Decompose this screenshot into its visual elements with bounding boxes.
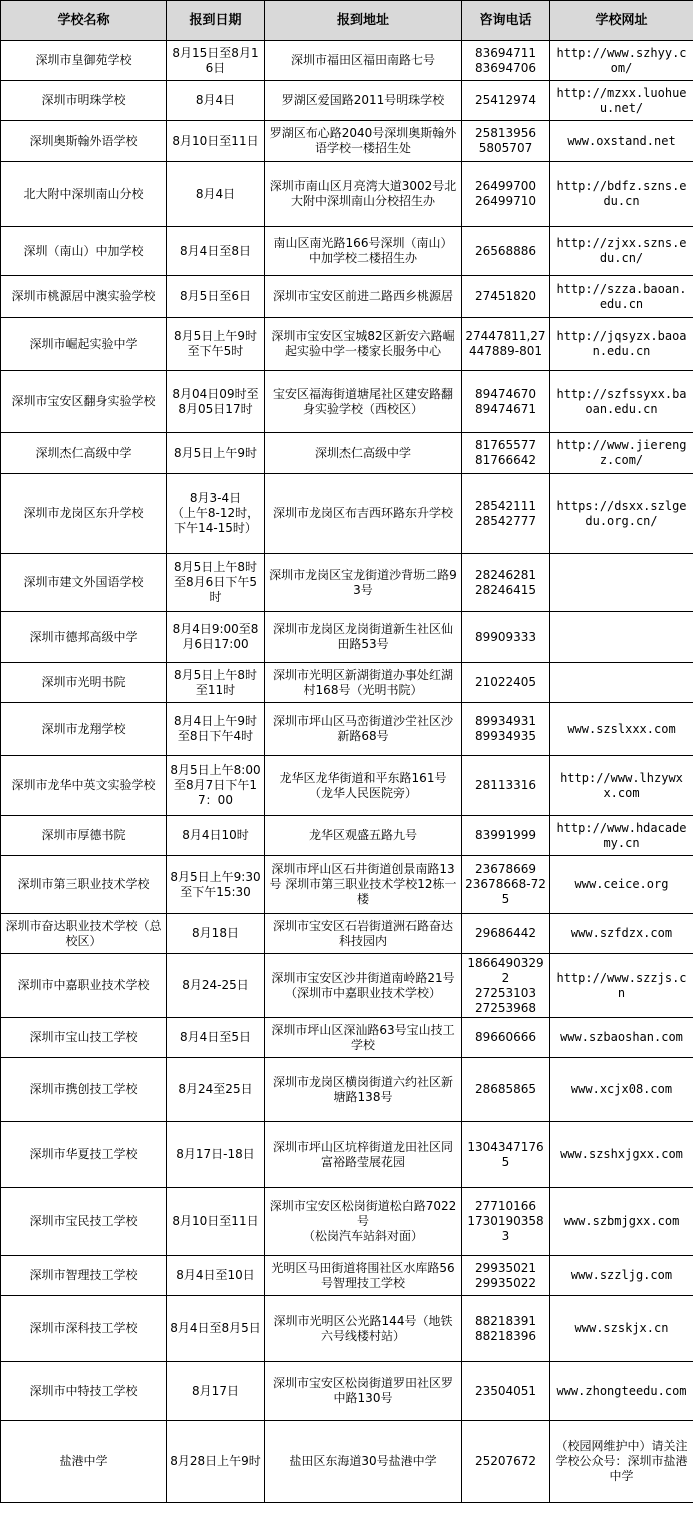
address-cell: 深圳市宝安区松岗街道松白路7022号 （松岗汽车站斜对面） [265,1188,462,1256]
date-cell: 8月5日上午8时至8月6日下午5时 [167,554,265,612]
header-phone: 咨询电话 [462,1,550,41]
website-cell[interactable]: http://szfssyxx.baoan.edu.cn [550,371,693,433]
table-row [1,81,693,121]
phone-cell: 25207672 [462,1421,550,1503]
phone-cell: 89660666 [462,1018,550,1058]
school-name-cell: 深圳市厚德书院 [1,816,167,856]
school-name-cell: 深圳（南山）中加学校 [1,227,167,276]
phone-cell: 23504051 [462,1362,550,1421]
date-cell: 8月4日 [167,162,265,227]
website-cell[interactable]: http://zjxx.szns.edu.cn/ [550,227,693,276]
table-row [1,856,693,914]
school-name-cell: 深圳市深科技工学校 [1,1296,167,1362]
phone-cell: 26499700 26499710 [462,162,550,227]
table-row [1,1362,693,1421]
address-cell: 深圳市龙岗区龙岗街道新生社区仙田路53号 [265,612,462,663]
date-cell: 8月4日至5日 [167,1018,265,1058]
website-cell [550,663,693,703]
address-cell: 深圳市宝安区沙井街道南岭路21号（深圳市中嘉职业技术学校） [265,954,462,1018]
website-cell[interactable]: www.szbmjgxx.com [550,1188,693,1256]
table-row [1,227,693,276]
phone-cell: 26568886 [462,227,550,276]
table-row [1,554,693,612]
address-cell: 光明区马田街道将围社区水库路56号智理技工学校 [265,1256,462,1296]
address-cell: 深圳市坪山区石井街道创景南路13号 深圳市第三职业技术学校12栋一楼 [265,856,462,914]
school-name-cell: 深圳市光明书院 [1,663,167,703]
website-cell[interactable]: www.ceice.org [550,856,693,914]
school-name-cell: 深圳市德邦高级中学 [1,612,167,663]
header-school-name: 学校名称 [1,1,167,41]
website-cell [550,554,693,612]
phone-cell: 89474670 89474671 [462,371,550,433]
date-cell: 8月3-4日 （上午8-12时，下午14-15时） [167,474,265,554]
address-cell: 深圳市宝安区宝城82区新安六路崛起实验中学一楼家长服务中心 [265,318,462,371]
address-cell: 深圳市坪山区深汕路63号宝山技工学校 [265,1018,462,1058]
date-cell: 8月10日至11日 [167,1188,265,1256]
phone-cell: 89934931 89934935 [462,703,550,756]
date-cell: 8月28日上午9时 [167,1421,265,1503]
address-cell: 深圳市宝安区石岩街道洲石路奋达科技园内 [265,914,462,954]
website-cell[interactable]: www.szshxjgxx.com [550,1122,693,1188]
phone-cell: 23678669 23678668-725 [462,856,550,914]
address-cell: 深圳市龙岗区横岗街道六约社区新塘路138号 [265,1058,462,1122]
table-row [1,41,693,81]
website-cell[interactable]: www.zhongteedu.com [550,1362,693,1421]
table-row [1,1188,693,1256]
school-name-cell: 深圳市龙华中英文实验学校 [1,756,167,816]
school-name-cell: 深圳市智理技工学校 [1,1256,167,1296]
date-cell: 8月4日上午9时至8日下午4时 [167,703,265,756]
table-row [1,1058,693,1122]
address-cell: 深圳市坪山区坑梓街道龙田社区同富裕路莹展花园 [265,1122,462,1188]
address-cell: 宝安区福海街道塘尾社区建安路翻身实验学校（西校区） [265,371,462,433]
website-cell[interactable]: http://mzxx.luohueu.net/ [550,81,693,121]
header-address: 报到地址 [265,1,462,41]
website-cell[interactable]: http://bdfz.szns.edu.cn [550,162,693,227]
date-cell: 8月4日至8日 [167,227,265,276]
date-cell: 8月17日-18日 [167,1122,265,1188]
date-cell: 8月5日上午8:00至8月7日下午17：00 [167,756,265,816]
school-name-cell: 深圳市龙岗区东升学校 [1,474,167,554]
address-cell: 罗湖区布心路2040号深圳奥斯翰外语学校一楼招生处 [265,121,462,162]
date-cell: 8月04日09时至8月05日17时 [167,371,265,433]
table-row [1,318,693,371]
address-cell: 罗湖区爱国路2011号明珠学校 [265,81,462,121]
date-cell: 8月4日至8月5日 [167,1296,265,1362]
date-cell: 8月24至25日 [167,1058,265,1122]
phone-cell: 28246281 28246415 [462,554,550,612]
date-cell: 8月4日10时 [167,816,265,856]
table-row [1,433,693,474]
website-cell[interactable]: http://www.hdacademy.cn [550,816,693,856]
date-cell: 8月4日至10日 [167,1256,265,1296]
website-cell[interactable]: www.xcjx08.com [550,1058,693,1122]
date-cell: 8月24-25日 [167,954,265,1018]
school-name-cell: 深圳市奋达职业技术学校（总校区） [1,914,167,954]
phone-cell: 89909333 [462,612,550,663]
address-cell: 深圳市宝安区松岗街道罗田社区罗中路130号 [265,1362,462,1421]
header-row [1,1,693,41]
phone-cell: 18664903292 27253103 27253968 [462,954,550,1018]
phone-cell: 29686442 [462,914,550,954]
table-row [1,371,693,433]
school-name-cell: 深圳市中嘉职业技术学校 [1,954,167,1018]
date-cell: 8月5日上午9时至下午5时 [167,318,265,371]
date-cell: 8月15日至8月16日 [167,41,265,81]
website-cell[interactable]: www.szslxxx.com [550,703,693,756]
address-cell: 深圳市龙岗区宝龙街道沙背坜二路93号 [265,554,462,612]
table-row [1,663,693,703]
address-cell: 深圳市光明区公光路144号（地铁六号线楼村站） [265,1296,462,1362]
address-cell: 南山区南光路166号深圳（南山）中加学校二楼招生办 [265,227,462,276]
school-name-cell: 盐港中学 [1,1421,167,1503]
table-row [1,612,693,663]
date-cell: 8月4日 [167,81,265,121]
address-cell: 深圳市南山区月亮湾大道3002号北大附中深圳南山分校招生办 [265,162,462,227]
date-cell: 8月5日上午8时至11时 [167,663,265,703]
table-row [1,1122,693,1188]
phone-cell: 27447811,27447889-801 [462,318,550,371]
table-row [1,1256,693,1296]
school-name-cell: 深圳奥斯翰外语学校 [1,121,167,162]
school-name-cell: 深圳市华夏技工学校 [1,1122,167,1188]
website-cell[interactable]: http://www.szhyy.com/ [550,41,693,81]
phone-cell: 81765577 81766642 [462,433,550,474]
website-cell [550,612,693,663]
address-cell: 深圳市福田区福田南路七号 [265,41,462,81]
address-cell: 深圳市龙岗区布吉西环路东升学校 [265,474,462,554]
table-body [1,41,693,1503]
phone-cell: 29935021 29935022 [462,1256,550,1296]
date-cell: 8月17日 [167,1362,265,1421]
school-name-cell: 深圳市建文外国语学校 [1,554,167,612]
address-cell: 深圳杰仁高级中学 [265,433,462,474]
table-row [1,914,693,954]
table-row [1,474,693,554]
school-name-cell: 深圳市明珠学校 [1,81,167,121]
phone-cell: 25412974 [462,81,550,121]
school-name-cell: 北大附中深圳南山分校 [1,162,167,227]
school-name-cell: 深圳市宝民技工学校 [1,1188,167,1256]
date-cell: 8月4日9:00至8月6日17:00 [167,612,265,663]
date-cell: 8月5日上午9:30至下午15:30 [167,856,265,914]
table-row [1,1421,693,1503]
website-cell: （校园网维护中）请关注学校公众号：深圳市盐港中学 [550,1421,693,1503]
address-cell: 龙华区观盛五路九号 [265,816,462,856]
phone-cell: 25813956 5805707 [462,121,550,162]
school-name-cell: 深圳市桃源居中澳实验学校 [1,276,167,318]
phone-cell: 28685865 [462,1058,550,1122]
website-cell[interactable]: http://szza.baoan.edu.cn [550,276,693,318]
school-name-cell: 深圳市宝山技工学校 [1,1018,167,1058]
table-row [1,1296,693,1362]
table-row [1,954,693,1018]
address-cell: 盐田区东海道30号盐港中学 [265,1421,462,1503]
website-cell[interactable]: https://dsxx.szlgedu.org.cn/ [550,474,693,554]
website-cell[interactable]: http://www.jierengz.com/ [550,433,693,474]
website-cell[interactable]: www.szskjx.cn [550,1296,693,1362]
phone-cell: 13043471765 [462,1122,550,1188]
table-row [1,121,693,162]
date-cell: 8月18日 [167,914,265,954]
header-website: 学校网址 [550,1,693,41]
website-cell[interactable]: http://jqsyzx.baoan.edu.cn [550,318,693,371]
table-row [1,162,693,227]
school-name-cell: 深圳市皇御苑学校 [1,41,167,81]
school-name-cell: 深圳市宝安区翻身实验学校 [1,371,167,433]
website-cell[interactable]: www.oxstand.net [550,121,693,162]
phone-cell: 27710166 17301903583 [462,1188,550,1256]
date-cell: 8月5日上午9时 [167,433,265,474]
website-cell[interactable]: www.szfdzx.com [550,914,693,954]
school-name-cell: 深圳市龙翔学校 [1,703,167,756]
phone-cell: 28542111 28542777 [462,474,550,554]
school-name-cell: 深圳市中特技工学校 [1,1362,167,1421]
phone-cell: 83991999 [462,816,550,856]
phone-cell: 83694711 83694706 [462,41,550,81]
date-cell: 8月10日至11日 [167,121,265,162]
table-row [1,756,693,816]
phone-cell: 28113316 [462,756,550,816]
school-name-cell: 深圳杰仁高级中学 [1,433,167,474]
phone-cell: 21022405 [462,663,550,703]
header-date: 报到日期 [167,1,265,41]
school-name-cell: 深圳市崛起实验中学 [1,318,167,371]
table-row [1,816,693,856]
phone-cell: 88218391 88218396 [462,1296,550,1362]
phone-cell: 27451820 [462,276,550,318]
table-row [1,1018,693,1058]
table-row [1,276,693,318]
website-cell[interactable]: http://www.lhzywxx.com [550,756,693,816]
school-name-cell: 深圳市第三职业技术学校 [1,856,167,914]
address-cell: 深圳市坪山区马峦街道沙坣社区沙新路68号 [265,703,462,756]
school-name-cell: 深圳市携创技工学校 [1,1058,167,1122]
date-cell: 8月5日至6日 [167,276,265,318]
website-cell[interactable]: www.szzljg.com [550,1256,693,1296]
address-cell: 深圳市宝安区前进二路西乡桃源居 [265,276,462,318]
address-cell: 深圳市光明区新湖街道办事处红湖村168号（光明书院） [265,663,462,703]
address-cell: 龙华区龙华街道和平东路161号（龙华人民医院旁） [265,756,462,816]
website-cell[interactable]: http://www.szzjs.cn [550,954,693,1018]
table-row [1,703,693,756]
website-cell[interactable]: www.szbaoshan.com [550,1018,693,1058]
